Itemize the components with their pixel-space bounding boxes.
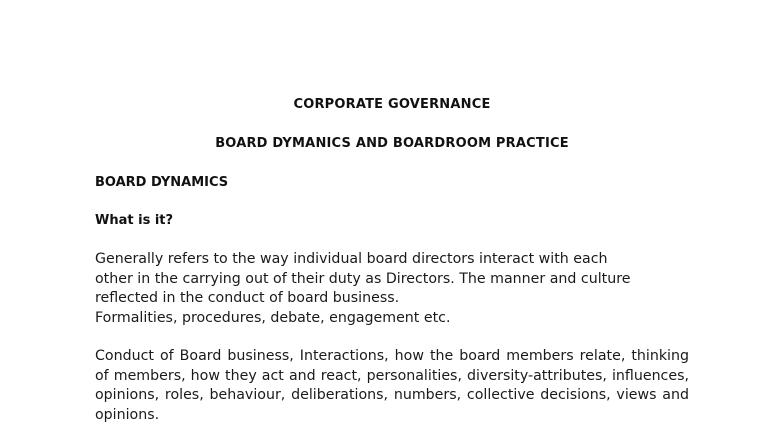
document-subtitle: BOARD DYMANICS AND BOARDROOM PRACTICE [215,136,569,151]
question-heading: What is it? [95,213,174,228]
paragraph-line: Formalities, procedures, debate, engagement etc. [95,309,451,326]
paragraph-conduct: Conduct of Board business, Interactions, how the board members relate, thinking of members, how they act and react, personalities, diversity-attributes, influences, opinions, roles, behaviour, deliberations, numbers, collective decisions, views and opinions. [95,348,689,423]
section-heading: BOARD DYNAMICS [95,175,229,190]
document-title: CORPORATE GOVERNANCE [293,97,491,112]
paragraph-line: Generally refers to the way individual board directors interact with each [95,251,608,267]
paragraph-line: reflected in the conduct of board business. [95,290,400,306]
paragraph-definition [95,250,689,328]
paragraph-line: other in the carrying out of their duty as Directors. The manner and culture [95,270,631,287]
